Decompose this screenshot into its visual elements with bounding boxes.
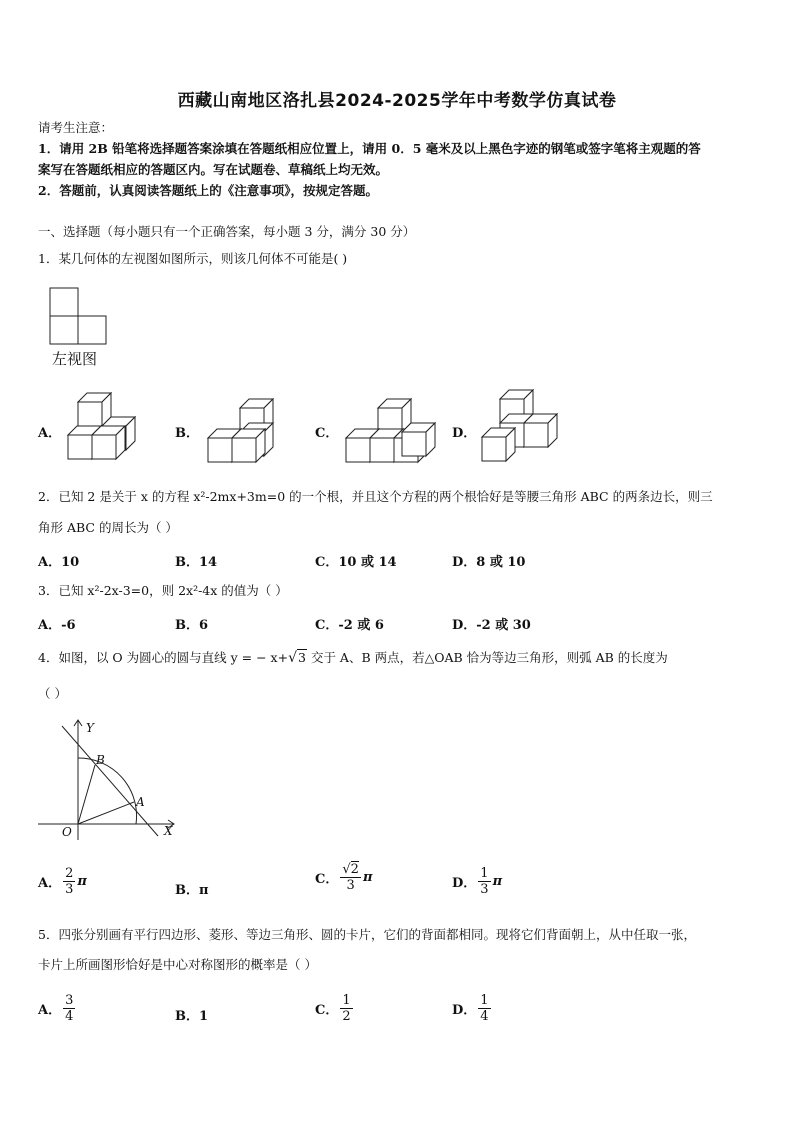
q5-option-c [315,993,355,1024]
question-4-stem-part-2: 交于 A、B 两点，若△OAB 恰为等边三角形，则弧 AB 的长度为 [310,650,668,665]
cube-face [346,438,370,462]
notice-item-1-line-1: 1．请用 2B 铅笔将选择题答案涂填在答题纸相应位置上，请用 0．5 毫米及以上黑色字迹的钢笔或签字笔将主观题的答 [38,141,701,156]
numerator: 1 [480,993,489,1008]
q4-option-b: B．π [175,883,209,898]
q4-option-a [38,866,87,897]
q5-option-a-label: A． [38,1003,62,1018]
q1-option-d-label: D． [452,426,477,441]
fraction [478,866,490,897]
numerator: 1 [480,866,489,881]
pi-symbol: π [362,870,373,885]
notice-heading: 请考生注意： [38,120,114,135]
q3-option-a: A．-6 [38,618,76,633]
cube-face [402,432,426,456]
q5-option-c-label: C． [315,1003,339,1018]
q1-option-c-label: C． [315,426,339,441]
q1-option-a-label: A． [38,426,62,441]
fraction [478,993,490,1024]
cube-face [370,438,394,462]
notice-item-1-line-2: 案写在答题纸相应的答题区内。写在试题卷、草稿纸上均无效。 [38,162,389,177]
cube-face [232,438,256,462]
q5-option-d-label: D． [452,1003,477,1018]
q1-option-c-figure [340,388,444,470]
q4-option-a-label: A． [38,876,62,891]
question-2-line-1: 2．已知 2 是关于 x 的方程 x²-2mx+3m=0 的一个根，并且这个方程的两个根恰好是等腰三角形 ABC 的两条边长，则三 [38,489,713,504]
denominator: 3 [480,882,489,897]
section-heading-choice: 一、选择题（每小题只有一个正确答案，每小题 3 分，满分 30 分） [38,224,416,239]
sqrt-symbol: √ [288,650,297,666]
point-a-label: A [136,795,145,809]
numerator [340,862,361,878]
q2-option-c: C．10 或 14 [315,555,397,570]
q3-option-d: D．-2 或 30 [452,618,531,633]
denominator: 2 [342,1009,351,1024]
question-4-paren: （ ） [38,686,67,701]
sqrt-radicand: 3 [298,650,306,665]
q4-option-c-label: C． [315,872,339,887]
fraction [63,993,75,1024]
numerator: 3 [65,993,74,1008]
numerator: 2 [65,866,74,881]
pi-symbol: π [492,874,503,889]
q1-option-a-figure [62,388,142,470]
q5-option-d [452,993,493,1024]
fraction [340,993,352,1024]
question-2-line-2: 角形 ABC 的周长为（ ） [38,520,178,535]
q4-option-d-label: D． [452,876,477,891]
left-view-figure [46,285,110,347]
cube-face [524,423,548,447]
q2-option-b: B．14 [175,555,218,570]
denominator: 3 [346,878,355,893]
question-3-stem: 3．已知 x²-2x-3=0，则 2x²-4x 的值为（ ） [38,583,288,598]
question-5-line-2: 卡片上所画图形恰好是中心对称图形的概率是（ ） [38,957,317,972]
q4-option-d [452,866,502,897]
q1-option-d-figure [476,383,564,471]
cube-face [68,435,92,459]
q1-option-b-figure [202,388,282,470]
cube-face [378,408,402,432]
cube-face [208,438,232,462]
cube-face [482,437,506,461]
denominator: 4 [480,1009,489,1024]
y-axis-label: Y [86,721,94,735]
q1-option-b-label: B． [175,426,199,441]
q3-option-b: B．6 [175,618,209,633]
q4-option-c [315,862,372,893]
notice-item-2: 2．答题前，认真阅读答题纸上的《注意事项》，按规定答题。 [38,183,378,198]
q3-option-c: C．-2 或 6 [315,618,384,633]
q4-coordinate-figure [36,718,186,842]
q2-option-d: D．8 或 10 [452,555,526,570]
cube-face [78,402,102,426]
point-b-label: B [96,753,105,767]
sqrt-symbol: √ [342,862,351,877]
q2-option-a: A．10 [38,555,80,570]
exam-title: 西藏山南地区洛扎县2024-2025学年中考数学仿真试卷 [177,91,617,111]
question-1-stem: 1．某几何体的左视图如图所示，则该几何体不可能是( ) [38,251,348,266]
origin-label: O [62,825,72,839]
denominator: 4 [65,1009,74,1024]
left-view-label: 左视图 [52,350,98,368]
question-5-line-1: 5．四张分别画有平行四边形、菱形、等边三角形、圆的卡片，它们的背面都相同。现将它们背面朝上，从中任取一张， [38,927,696,942]
denominator: 3 [65,882,74,897]
sqrt-radicand: 2 [350,862,359,877]
fraction [63,866,75,897]
q5-option-b: B．1 [175,1009,209,1024]
numerator: 1 [342,993,351,1008]
question-4-stem [38,650,668,666]
question-4-stem-part-1: 4．如图，以 O 为圆心的圆与直线 y = − x+ [38,650,289,665]
q5-option-a [38,993,77,1024]
cube-face [92,435,116,459]
pi-symbol: π [77,874,87,889]
x-axis-label: X [164,824,173,838]
fraction [340,862,361,893]
